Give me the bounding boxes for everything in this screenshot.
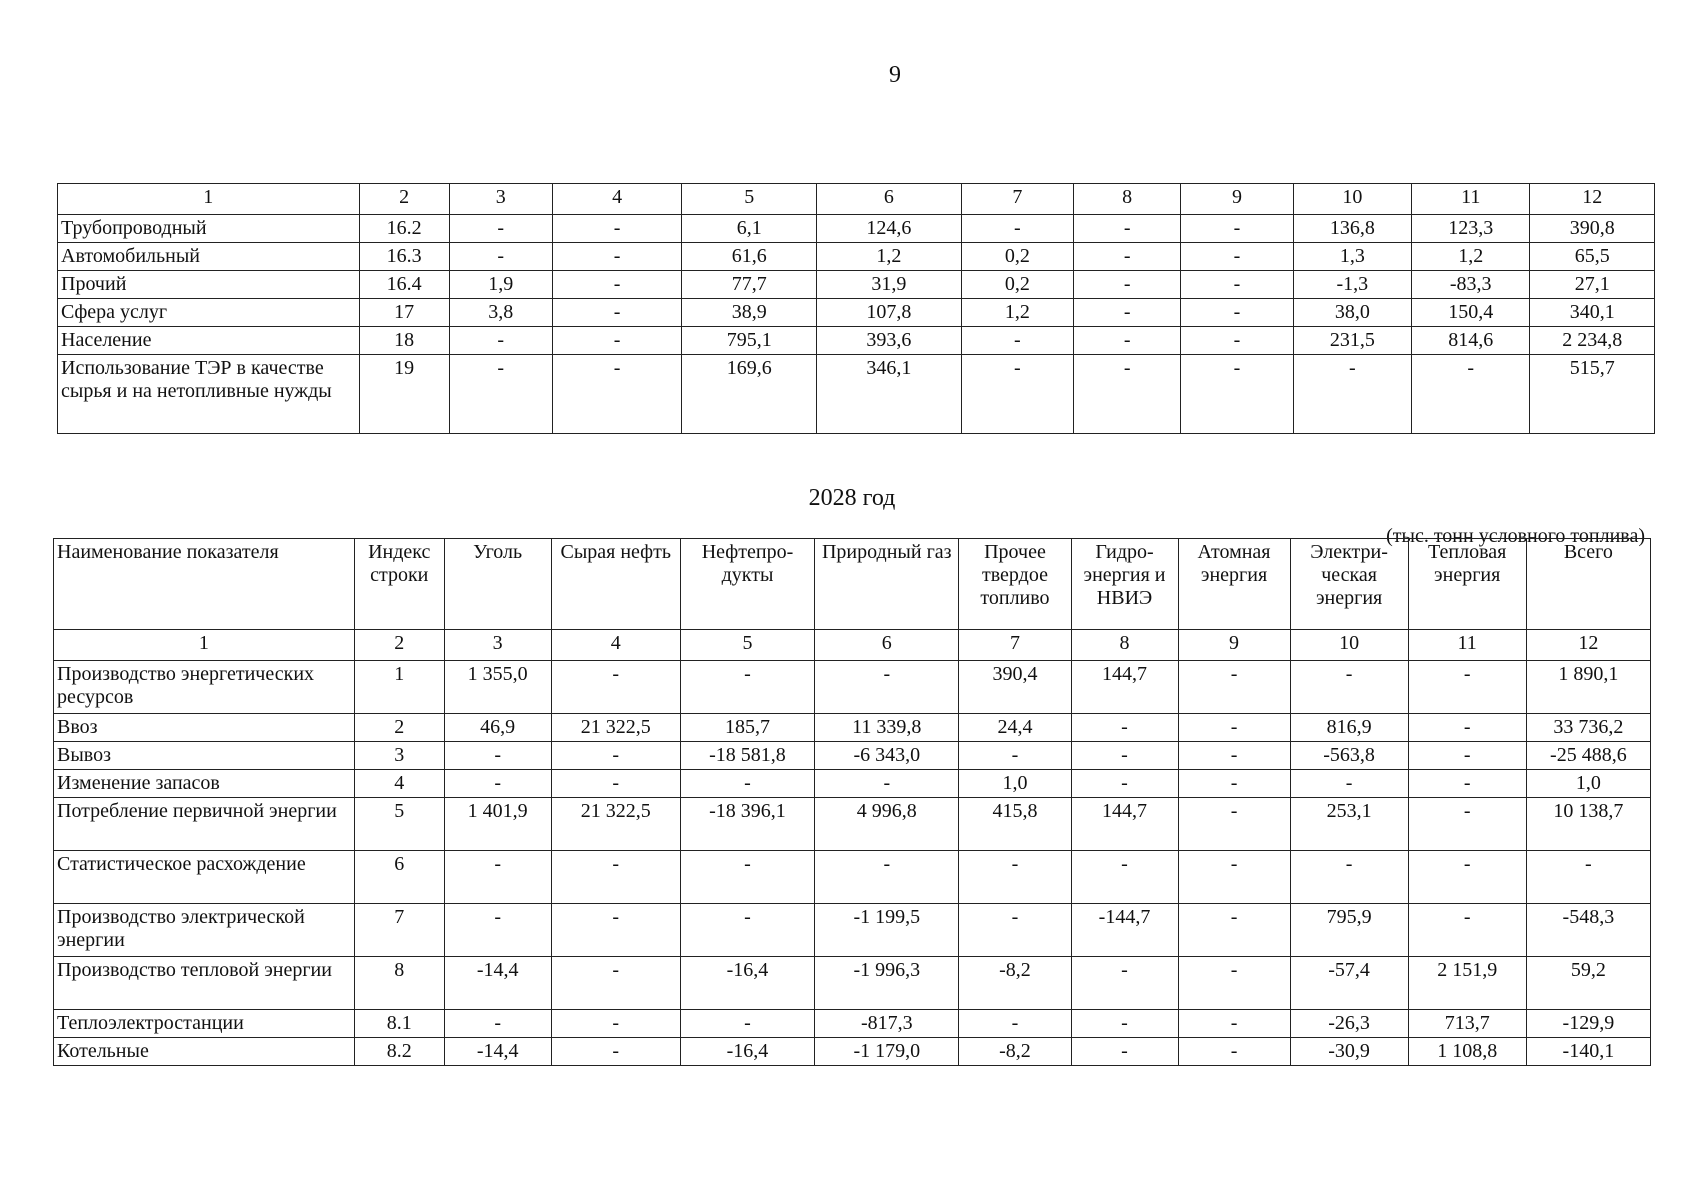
table-cell: 1,0: [1526, 770, 1650, 798]
row-label-cell: Теплоэлектростанции: [54, 1010, 355, 1038]
table-cell: 10: [1290, 630, 1408, 661]
table-cell: -1 199,5: [815, 904, 959, 957]
table-cell: 1,9: [449, 271, 552, 299]
table-cell: -: [552, 299, 682, 327]
table-cell: -16,4: [680, 1038, 814, 1066]
table-cell: -: [1178, 742, 1290, 770]
table-cell: -: [551, 661, 680, 714]
table-cell: 515,7: [1530, 355, 1655, 434]
table-cell: -: [1074, 327, 1181, 355]
table-cell: 10: [1293, 184, 1411, 215]
table-cell: 4: [354, 770, 444, 798]
table-cell: -1 179,0: [815, 1038, 959, 1066]
table-cell: 123,3: [1412, 215, 1530, 243]
table-cell: 33 736,2: [1526, 714, 1650, 742]
table-cell: 12: [1530, 184, 1655, 215]
table-cell: 1 890,1: [1526, 661, 1650, 714]
table-cell: -: [1178, 1010, 1290, 1038]
table-cell: 2: [354, 714, 444, 742]
table-cell: -25 488,6: [1526, 742, 1650, 770]
table-cell: -: [1181, 215, 1293, 243]
table-cell: -: [959, 904, 1071, 957]
table-cell: -: [1412, 355, 1530, 434]
table-cell: -26,3: [1290, 1010, 1408, 1038]
table-cell: 1,2: [816, 243, 961, 271]
table-cell: Атомная энергия: [1178, 539, 1290, 630]
table-cell: -18 581,8: [680, 742, 814, 770]
table-cell: Тепловая энергия: [1408, 539, 1526, 630]
table-cell: 2 234,8: [1530, 327, 1655, 355]
row-label-cell: Изменение запасов: [54, 770, 355, 798]
table-cell: 415,8: [959, 798, 1071, 851]
table-cell: 59,2: [1526, 957, 1650, 1010]
row-label-cell: Прочий: [58, 271, 360, 299]
table-cell: 393,6: [816, 327, 961, 355]
table-cell: 3,8: [449, 299, 552, 327]
table-cell: 46,9: [444, 714, 551, 742]
row-label-cell: 1: [58, 184, 360, 215]
table-cell: -: [1178, 798, 1290, 851]
table-cell: -: [1178, 851, 1290, 904]
table-cell: -140,1: [1526, 1038, 1650, 1066]
table-cell: 3: [444, 630, 551, 661]
table-cell: -6 343,0: [815, 742, 959, 770]
table-cell: 38,9: [682, 299, 817, 327]
table-cell: 16.2: [359, 215, 449, 243]
table-cell: -: [1071, 957, 1178, 1010]
table-cell: 17: [359, 299, 449, 327]
table-cell: -: [551, 851, 680, 904]
table-cell: -: [552, 327, 682, 355]
table-cell: -: [552, 215, 682, 243]
table-cell: -: [815, 770, 959, 798]
table-cell: -: [680, 851, 814, 904]
table-cell: -: [1408, 714, 1526, 742]
row-label-cell: Вывоз: [54, 742, 355, 770]
table-cell: 5: [680, 630, 814, 661]
table-cell: -: [959, 851, 1071, 904]
table-row: [54, 904, 1651, 957]
table-cell: -: [961, 215, 1073, 243]
table-cell: 38,0: [1293, 299, 1411, 327]
table-cell: 11 339,8: [815, 714, 959, 742]
table-cell: -: [961, 355, 1073, 434]
table-cell: -: [1071, 1010, 1178, 1038]
table-cell: 1 108,8: [1408, 1038, 1526, 1066]
table-cell: Природный газ: [815, 539, 959, 630]
table-cell: 346,1: [816, 355, 961, 434]
table-cell: 150,4: [1412, 299, 1530, 327]
table-cell: -: [552, 355, 682, 434]
table-cell: -: [1181, 299, 1293, 327]
table-cell: -: [1071, 714, 1178, 742]
table-cell: -144,7: [1071, 904, 1178, 957]
table-cell: -129,9: [1526, 1010, 1650, 1038]
table-row: [54, 1038, 1651, 1066]
table-cell: 8: [1071, 630, 1178, 661]
table-cell: -18 396,1: [680, 798, 814, 851]
table-cell: -: [1074, 355, 1181, 434]
table-cell: -: [444, 1010, 551, 1038]
table-cell: 7: [959, 630, 1071, 661]
table-cell: Нефтепро-дукты: [680, 539, 814, 630]
table-cell: 8: [1074, 184, 1181, 215]
table-cell: 11: [1408, 630, 1526, 661]
table-cell: -: [1074, 299, 1181, 327]
table-cell: -: [444, 770, 551, 798]
table-cell: -817,3: [815, 1010, 959, 1038]
table-cell: -: [1071, 1038, 1178, 1066]
table-cell: 1,3: [1293, 243, 1411, 271]
table-cell: 6: [815, 630, 959, 661]
table-cell: 6,1: [682, 215, 817, 243]
table-cell: -: [680, 770, 814, 798]
table-cell: 8: [354, 957, 444, 1010]
table-cell: 0,2: [961, 271, 1073, 299]
table-cell: -: [1178, 714, 1290, 742]
table-cell: -: [444, 904, 551, 957]
table-cell: 21 322,5: [551, 798, 680, 851]
table-cell: 24,4: [959, 714, 1071, 742]
table-cell: -: [959, 742, 1071, 770]
table-cell: -: [961, 327, 1073, 355]
table-cell: -: [1408, 904, 1526, 957]
table-cell: Индекс строки: [354, 539, 444, 630]
table-cell: 1: [354, 661, 444, 714]
table-cell: 1 401,9: [444, 798, 551, 851]
table-cell: 16.4: [359, 271, 449, 299]
table-cell: -8,2: [959, 1038, 1071, 1066]
row-label-cell: 1: [54, 630, 355, 661]
page-number: 9: [889, 62, 901, 88]
table-cell: 16.3: [359, 243, 449, 271]
table-cell: -: [551, 957, 680, 1010]
table-cell: 65,5: [1530, 243, 1655, 271]
table-cell: Прочее твердое топливо: [959, 539, 1071, 630]
row-label-cell: Потребление первичной энергии: [54, 798, 355, 851]
table-cell: 7: [354, 904, 444, 957]
table-cell: 7: [961, 184, 1073, 215]
table-cell: Всего: [1526, 539, 1650, 630]
table-cell: -: [959, 1010, 1071, 1038]
table-cell: 1,2: [1412, 243, 1530, 271]
table-cell: -: [1181, 355, 1293, 434]
table-cell: -: [680, 1010, 814, 1038]
table-cell: -: [552, 243, 682, 271]
table-cell: -: [1071, 770, 1178, 798]
table-cell: 795,1: [682, 327, 817, 355]
row-label-cell: Ввоз: [54, 714, 355, 742]
table-cell: 144,7: [1071, 798, 1178, 851]
table-cell: 27,1: [1530, 271, 1655, 299]
table-row: [54, 714, 1651, 742]
table-cell: -1 996,3: [815, 957, 959, 1010]
table-cell: -: [449, 243, 552, 271]
table-cell: 6: [816, 184, 961, 215]
table-cell: -14,4: [444, 1038, 551, 1066]
table-cell: 136,8: [1293, 215, 1411, 243]
table-row: [58, 299, 1655, 327]
row-label-cell: Использование ТЭР в качестве сырья и на нетопливные нужды: [58, 355, 360, 434]
table-cell: 2: [354, 630, 444, 661]
table-row: [54, 957, 1651, 1010]
row-label-cell: Статистическое расхождение: [54, 851, 355, 904]
header-row: [54, 539, 1651, 630]
table-cell: -: [1181, 271, 1293, 299]
table-cell: 4: [551, 630, 680, 661]
table-cell: -: [1074, 215, 1181, 243]
table-cell: -: [551, 770, 680, 798]
table-cell: 0,2: [961, 243, 1073, 271]
table-cell: 21 322,5: [551, 714, 680, 742]
table-row: [58, 327, 1655, 355]
table-cell: 795,9: [1290, 904, 1408, 957]
table-cell: -: [1181, 327, 1293, 355]
table-cell: 124,6: [816, 215, 961, 243]
table-cell: -: [1293, 355, 1411, 434]
row-label-cell: Автомобильный: [58, 243, 360, 271]
table-cell: -: [1290, 851, 1408, 904]
row-label-cell: Производство тепловой энергии: [54, 957, 355, 1010]
table-cell: -1,3: [1293, 271, 1411, 299]
table-cell: -: [1178, 770, 1290, 798]
table-cell: 31,9: [816, 271, 961, 299]
table-cell: -: [1408, 661, 1526, 714]
table-row: [58, 215, 1655, 243]
table-cell: 144,7: [1071, 661, 1178, 714]
table-row: [54, 661, 1651, 714]
row-label-cell: Производство энергетических ресурсов: [54, 661, 355, 714]
table-cell: 11: [1412, 184, 1530, 215]
table-cell: -83,3: [1412, 271, 1530, 299]
column-number-row: [54, 630, 1651, 661]
table-cell: -: [1290, 661, 1408, 714]
table-cell: -8,2: [959, 957, 1071, 1010]
table-cell: -: [1178, 1038, 1290, 1066]
table-cell: -: [444, 742, 551, 770]
table-cell: -16,4: [680, 957, 814, 1010]
table-cell: 340,1: [1530, 299, 1655, 327]
table-cell: Уголь: [444, 539, 551, 630]
table-cell: -: [444, 851, 551, 904]
table-cell: 8.1: [354, 1010, 444, 1038]
table-cell: -: [680, 661, 814, 714]
table-cell: -: [1071, 851, 1178, 904]
table-cell: 816,9: [1290, 714, 1408, 742]
table-cell: -: [1290, 770, 1408, 798]
table-cell: 19: [359, 355, 449, 434]
table-cell: -57,4: [1290, 957, 1408, 1010]
table-cell: 185,7: [680, 714, 814, 742]
table-cell: -: [551, 1010, 680, 1038]
table-cell: 6: [354, 851, 444, 904]
table-cell: 1 355,0: [444, 661, 551, 714]
table-cell: 18: [359, 327, 449, 355]
table-cell: -548,3: [1526, 904, 1650, 957]
top-table: [57, 183, 1655, 434]
table-cell: -: [1074, 271, 1181, 299]
table-cell: 3: [354, 742, 444, 770]
table-cell: Электри-ческая энергия: [1290, 539, 1408, 630]
table-cell: -: [815, 851, 959, 904]
table-cell: 1,2: [961, 299, 1073, 327]
table-cell: -30,9: [1290, 1038, 1408, 1066]
table-cell: 1,0: [959, 770, 1071, 798]
table-cell: 2: [359, 184, 449, 215]
table-cell: -: [1178, 661, 1290, 714]
row-label-cell: Трубопроводный: [58, 215, 360, 243]
table-cell: -: [1178, 904, 1290, 957]
bottom-table: [53, 538, 1651, 1066]
table-cell: 4 996,8: [815, 798, 959, 851]
table-cell: 12: [1526, 630, 1650, 661]
table-cell: 713,7: [1408, 1010, 1526, 1038]
table-cell: 5: [682, 184, 817, 215]
row-label-cell: Население: [58, 327, 360, 355]
table-row: [54, 798, 1651, 851]
table-cell: 814,6: [1412, 327, 1530, 355]
table-cell: -: [815, 661, 959, 714]
table-cell: -: [1408, 742, 1526, 770]
table-row: [54, 1010, 1651, 1038]
table-row: [58, 271, 1655, 299]
table-cell: 5: [354, 798, 444, 851]
table-cell: -: [552, 271, 682, 299]
table-cell: 169,6: [682, 355, 817, 434]
column-number-row: [58, 184, 1655, 215]
table-cell: -: [551, 1038, 680, 1066]
table-cell: 107,8: [816, 299, 961, 327]
table-cell: Гидро-энергия и НВИЭ: [1071, 539, 1178, 630]
table-row: [54, 742, 1651, 770]
table-cell: -: [551, 742, 680, 770]
table-cell: 390,8: [1530, 215, 1655, 243]
table-row: [54, 770, 1651, 798]
table-cell: -: [1408, 798, 1526, 851]
year-title: 2028 год: [808, 485, 896, 511]
table-cell: -: [1408, 770, 1526, 798]
table-cell: 10 138,7: [1526, 798, 1650, 851]
table-row: [58, 243, 1655, 271]
table-cell: -: [449, 327, 552, 355]
table-cell: 4: [552, 184, 682, 215]
table-cell: -: [1178, 957, 1290, 1010]
table-cell: 9: [1181, 184, 1293, 215]
table-cell: 390,4: [959, 661, 1071, 714]
table-cell: -: [1074, 243, 1181, 271]
table-cell: -: [1071, 742, 1178, 770]
table-cell: -: [449, 355, 552, 434]
table-cell: 3: [449, 184, 552, 215]
table-cell: -14,4: [444, 957, 551, 1010]
row-label-cell: Наименование показателя: [54, 539, 355, 630]
table-row: [54, 851, 1651, 904]
table-cell: 253,1: [1290, 798, 1408, 851]
row-label-cell: Сфера услуг: [58, 299, 360, 327]
table-cell: 2 151,9: [1408, 957, 1526, 1010]
table-cell: -: [1408, 851, 1526, 904]
table-cell: 77,7: [682, 271, 817, 299]
table-cell: -: [1181, 243, 1293, 271]
table-cell: -: [1526, 851, 1650, 904]
table-cell: -: [551, 904, 680, 957]
table-cell: 9: [1178, 630, 1290, 661]
table-row: [58, 355, 1655, 434]
table-cell: 61,6: [682, 243, 817, 271]
table-cell: -: [680, 904, 814, 957]
table-cell: Сырая нефть: [551, 539, 680, 630]
table-cell: -: [449, 215, 552, 243]
row-label-cell: Котельные: [54, 1038, 355, 1066]
table-cell: 231,5: [1293, 327, 1411, 355]
row-label-cell: Производство электрической энергии: [54, 904, 355, 957]
table-cell: 8.2: [354, 1038, 444, 1066]
units-label: (тыс. тонн условного топлива): [1386, 525, 1645, 547]
table-cell: -563,8: [1290, 742, 1408, 770]
